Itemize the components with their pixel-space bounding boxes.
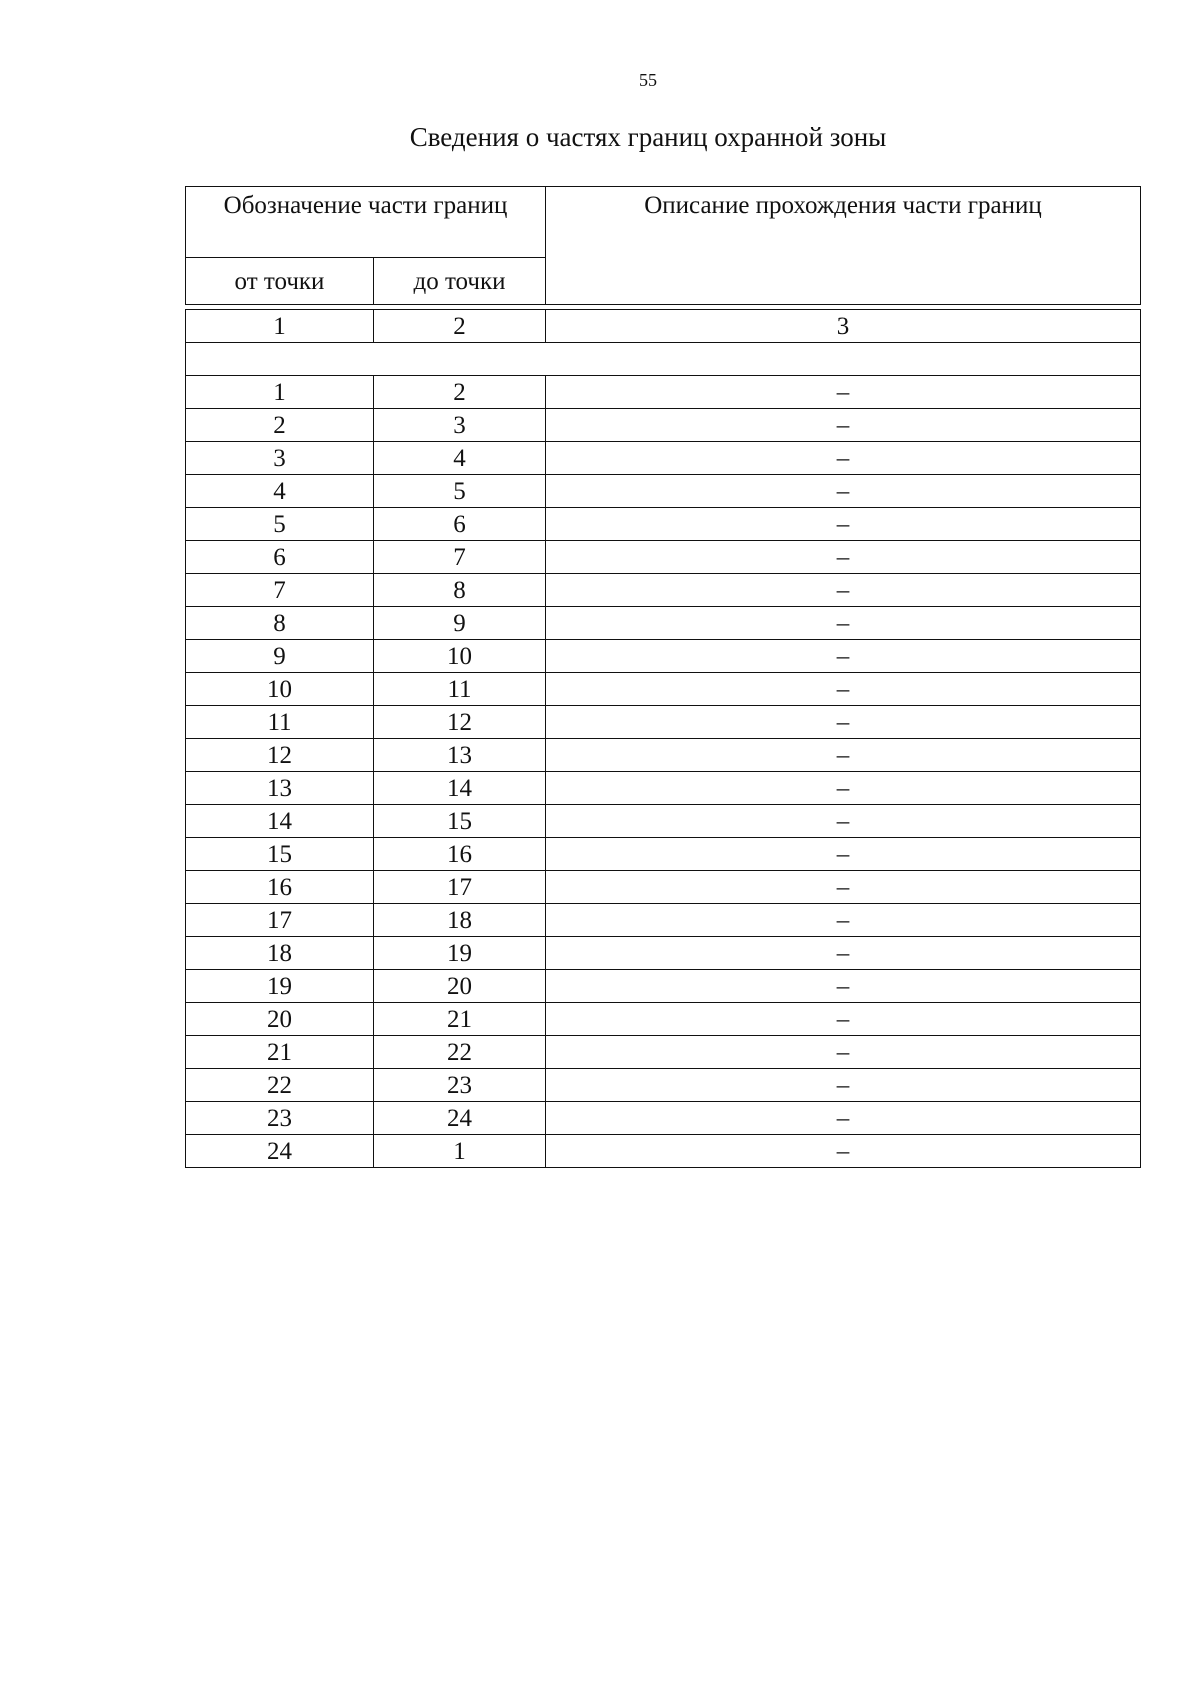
cell-from-point: 9 xyxy=(186,640,374,673)
table-row xyxy=(186,1003,1141,1036)
table-row xyxy=(186,1102,1141,1135)
cell-to-point: 24 xyxy=(374,1102,546,1135)
cell-description: – xyxy=(546,772,1141,805)
cell-from-point: 14 xyxy=(186,805,374,838)
table-body xyxy=(186,305,1141,1168)
cell-description: – xyxy=(546,409,1141,442)
cell-to-point: 22 xyxy=(374,1036,546,1069)
table-row xyxy=(186,904,1141,937)
table-header xyxy=(186,187,1141,305)
header-from-point: от точки xyxy=(186,258,374,305)
cell-from-point: 3 xyxy=(186,442,374,475)
blank-section-row xyxy=(186,343,1141,376)
cell-description: – xyxy=(546,640,1141,673)
column-number-1: 1 xyxy=(186,310,374,343)
cell-to-point: 11 xyxy=(374,673,546,706)
cell-from-point: 19 xyxy=(186,970,374,1003)
cell-to-point: 12 xyxy=(374,706,546,739)
table-row xyxy=(186,1036,1141,1069)
cell-description: – xyxy=(546,475,1141,508)
table-row xyxy=(186,739,1141,772)
cell-to-point: 3 xyxy=(374,409,546,442)
column-number-3: 3 xyxy=(546,310,1141,343)
column-number-2: 2 xyxy=(374,310,546,343)
table-row xyxy=(186,1069,1141,1102)
cell-from-point: 20 xyxy=(186,1003,374,1036)
cell-from-point: 12 xyxy=(186,739,374,772)
table-row xyxy=(186,1135,1141,1168)
cell-description: – xyxy=(546,1036,1141,1069)
cell-from-point: 8 xyxy=(186,607,374,640)
cell-to-point: 20 xyxy=(374,970,546,1003)
table-row xyxy=(186,508,1141,541)
cell-to-point: 14 xyxy=(374,772,546,805)
cell-to-point: 6 xyxy=(374,508,546,541)
cell-description: – xyxy=(546,937,1141,970)
table-row xyxy=(186,640,1141,673)
cell-from-point: 1 xyxy=(186,376,374,409)
cell-to-point: 9 xyxy=(374,607,546,640)
cell-from-point: 22 xyxy=(186,1069,374,1102)
cell-to-point: 23 xyxy=(374,1069,546,1102)
page-number: 55 xyxy=(639,70,657,90)
table-row xyxy=(186,805,1141,838)
header-designation-label: Обозначение части границ xyxy=(223,192,508,219)
table-row xyxy=(186,607,1141,640)
header-designation xyxy=(186,187,546,258)
cell-from-point: 18 xyxy=(186,937,374,970)
cell-from-point: 16 xyxy=(186,871,374,904)
table-row xyxy=(186,475,1141,508)
header-description xyxy=(546,187,1141,305)
table-row xyxy=(186,376,1141,409)
header-description-label: Описание прохождения части границ xyxy=(644,192,1042,219)
table-row xyxy=(186,937,1141,970)
cell-description: – xyxy=(546,838,1141,871)
cell-description: – xyxy=(546,607,1141,640)
cell-to-point: 16 xyxy=(374,838,546,871)
cell-description: – xyxy=(546,1135,1141,1168)
cell-to-point: 21 xyxy=(374,1003,546,1036)
cell-from-point: 4 xyxy=(186,475,374,508)
cell-to-point: 4 xyxy=(374,442,546,475)
cell-to-point: 13 xyxy=(374,739,546,772)
cell-description: – xyxy=(546,1003,1141,1036)
cell-description: – xyxy=(546,541,1141,574)
cell-from-point: 6 xyxy=(186,541,374,574)
cell-from-point: 5 xyxy=(186,508,374,541)
cell-to-point: 1 xyxy=(374,1135,546,1168)
cell-to-point: 2 xyxy=(374,376,546,409)
table-row xyxy=(186,541,1141,574)
cell-from-point: 2 xyxy=(186,409,374,442)
cell-from-point: 15 xyxy=(186,838,374,871)
cell-description: – xyxy=(546,1069,1141,1102)
cell-to-point: 15 xyxy=(374,805,546,838)
cell-description: – xyxy=(546,508,1141,541)
table-row xyxy=(186,871,1141,904)
page-title: Сведения о частях границ охранной зоны xyxy=(409,122,887,152)
cell-description: – xyxy=(546,904,1141,937)
cell-description: – xyxy=(546,805,1141,838)
blank-section-cell xyxy=(186,343,1141,376)
cell-description: – xyxy=(546,970,1141,1003)
table-row xyxy=(186,673,1141,706)
header-to-point: до точки xyxy=(374,258,546,305)
table-row xyxy=(186,574,1141,607)
table-row xyxy=(186,772,1141,805)
cell-to-point: 17 xyxy=(374,871,546,904)
table-row xyxy=(186,838,1141,871)
cell-to-point: 18 xyxy=(374,904,546,937)
cell-description: – xyxy=(546,442,1141,475)
boundary-parts-table xyxy=(185,186,1141,1168)
column-number-row xyxy=(186,310,1141,343)
cell-description: – xyxy=(546,871,1141,904)
cell-from-point: 24 xyxy=(186,1135,374,1168)
cell-to-point: 7 xyxy=(374,541,546,574)
cell-from-point: 10 xyxy=(186,673,374,706)
table-row xyxy=(186,409,1141,442)
table-row xyxy=(186,706,1141,739)
cell-to-point: 5 xyxy=(374,475,546,508)
cell-description: – xyxy=(546,574,1141,607)
cell-to-point: 10 xyxy=(374,640,546,673)
cell-from-point: 17 xyxy=(186,904,374,937)
cell-description: – xyxy=(546,739,1141,772)
cell-from-point: 21 xyxy=(186,1036,374,1069)
cell-from-point: 23 xyxy=(186,1102,374,1135)
cell-from-point: 11 xyxy=(186,706,374,739)
cell-description: – xyxy=(546,376,1141,409)
cell-from-point: 7 xyxy=(186,574,374,607)
cell-from-point: 13 xyxy=(186,772,374,805)
cell-description: – xyxy=(546,706,1141,739)
table-row xyxy=(186,970,1141,1003)
cell-to-point: 8 xyxy=(374,574,546,607)
cell-to-point: 19 xyxy=(374,937,546,970)
cell-description: – xyxy=(546,673,1141,706)
table-row xyxy=(186,442,1141,475)
cell-description: – xyxy=(546,1102,1141,1135)
